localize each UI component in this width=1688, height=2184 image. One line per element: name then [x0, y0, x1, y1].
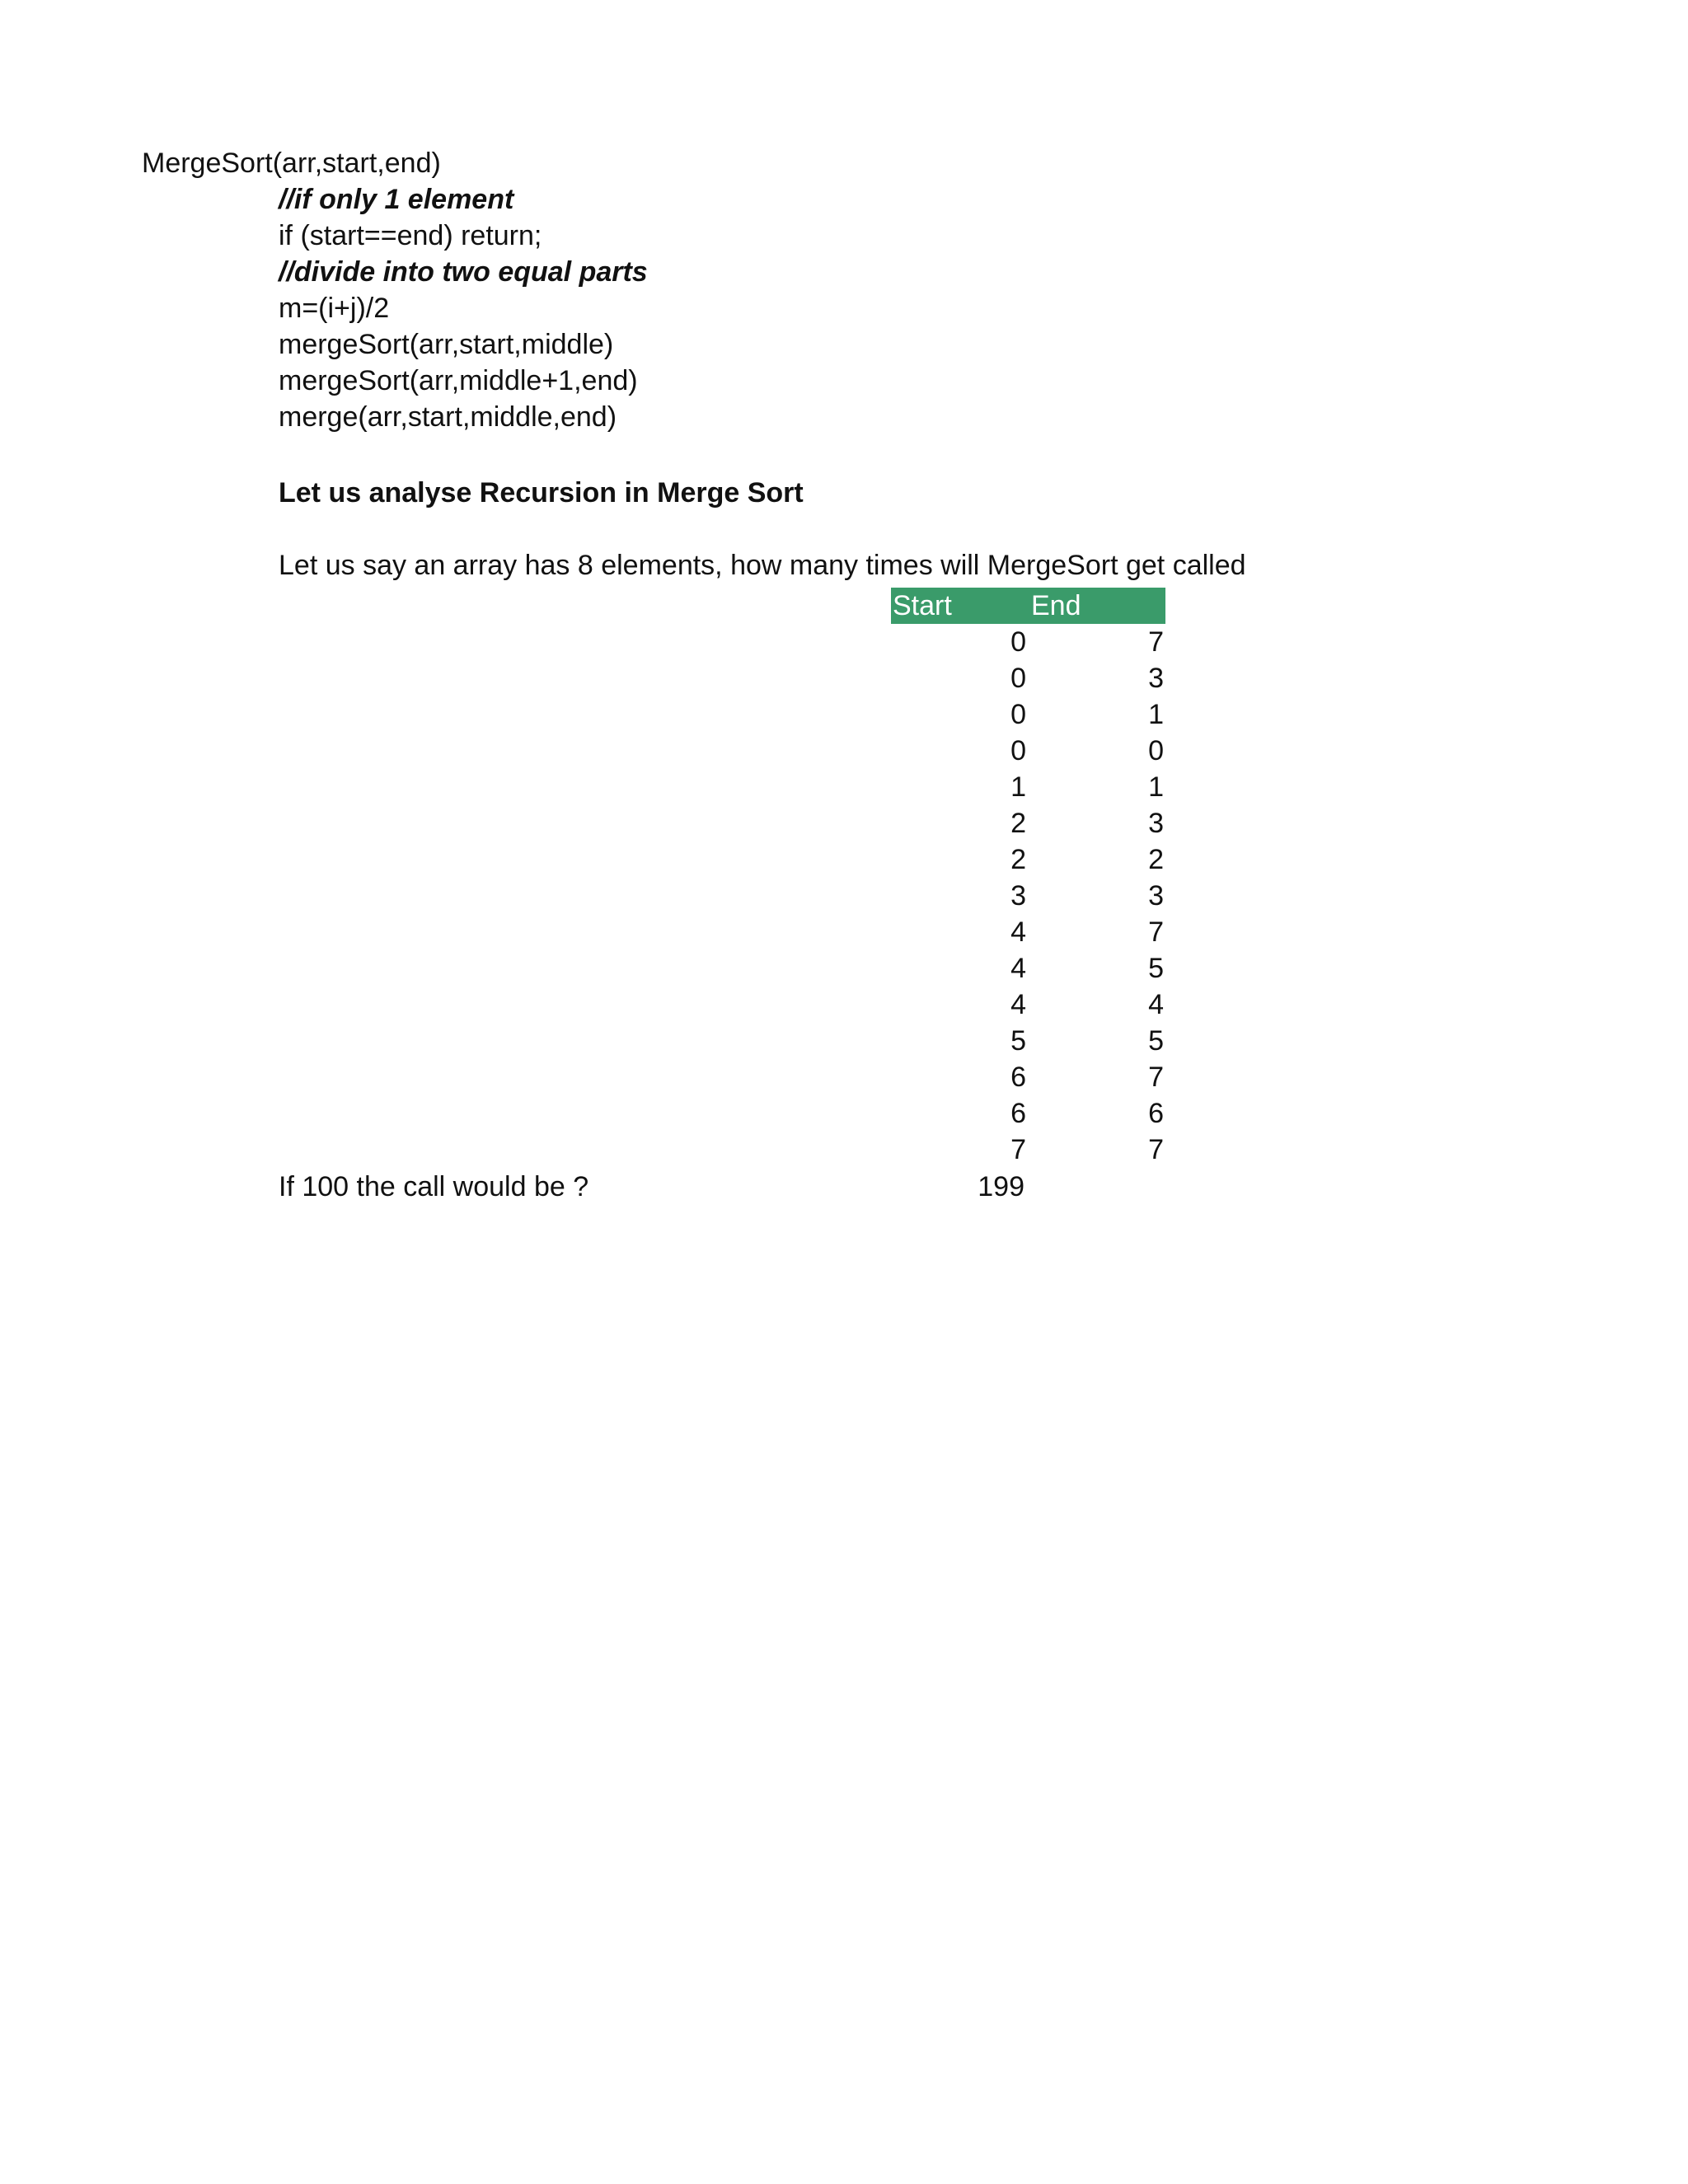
table-cell-end: 1 [1148, 699, 1164, 730]
table-cell-start: 1 [1010, 771, 1026, 803]
code-base-case: if (start==end) return; [279, 220, 542, 251]
table-cell-end: 0 [1148, 735, 1164, 766]
code-comment-divide: //divide into two equal parts [279, 256, 648, 288]
table-cell-start: 0 [1010, 626, 1026, 658]
code-midpoint: m=(i+j)/2 [279, 293, 390, 324]
code-comment-single-element: //if only 1 element [279, 184, 514, 215]
table-cell-end: 7 [1148, 626, 1164, 658]
table-cell-start: 0 [1010, 735, 1026, 766]
table-cell-end: 7 [1148, 1134, 1164, 1165]
header-start: Start [893, 590, 952, 621]
table-cell-end: 6 [1148, 1098, 1164, 1129]
table-cell-start: 6 [1010, 1098, 1026, 1129]
table-cell-start: 7 [1010, 1134, 1026, 1165]
followup-label: If 100 the call would be ? [279, 1171, 589, 1202]
table-cell-start: 0 [1010, 699, 1026, 730]
table-cell-end: 5 [1148, 953, 1164, 984]
table-cell-start: 3 [1010, 880, 1026, 912]
table-cell-end: 3 [1148, 663, 1164, 694]
table-cell-start: 4 [1010, 989, 1026, 1020]
table-cell-end: 5 [1148, 1025, 1164, 1057]
code-call-left: mergeSort(arr,start,middle) [279, 329, 614, 360]
table-cell-end: 1 [1148, 771, 1164, 803]
code-call-merge: merge(arr,start,middle,end) [279, 401, 617, 433]
table-cell-end: 3 [1148, 880, 1164, 912]
table-cell-start: 4 [1010, 916, 1026, 948]
code-call-right: mergeSort(arr,middle+1,end) [279, 365, 638, 396]
table-cell-end: 3 [1148, 808, 1164, 839]
table-cell-start: 6 [1010, 1062, 1026, 1093]
table-cell-end: 2 [1148, 844, 1164, 875]
table-cell-end: 4 [1148, 989, 1164, 1020]
code-signature: MergeSort(arr,start,end) [142, 148, 441, 179]
table-cell-start: 0 [1010, 663, 1026, 694]
table-cell-end: 7 [1148, 916, 1164, 948]
table-header [891, 588, 1165, 624]
header-end: End [1031, 590, 1081, 621]
table-cell-start: 4 [1010, 953, 1026, 984]
table-cell-start: 5 [1010, 1025, 1026, 1057]
question-text: Let us say an array has 8 elements, how many times will MergeSort get called [279, 550, 1246, 581]
table-cell-start: 2 [1010, 808, 1026, 839]
table-cell-end: 7 [1148, 1062, 1164, 1093]
section-heading: Let us analyse Recursion in Merge Sort [279, 477, 804, 509]
table-cell-start: 2 [1010, 844, 1026, 875]
followup-value: 199 [978, 1171, 1025, 1202]
